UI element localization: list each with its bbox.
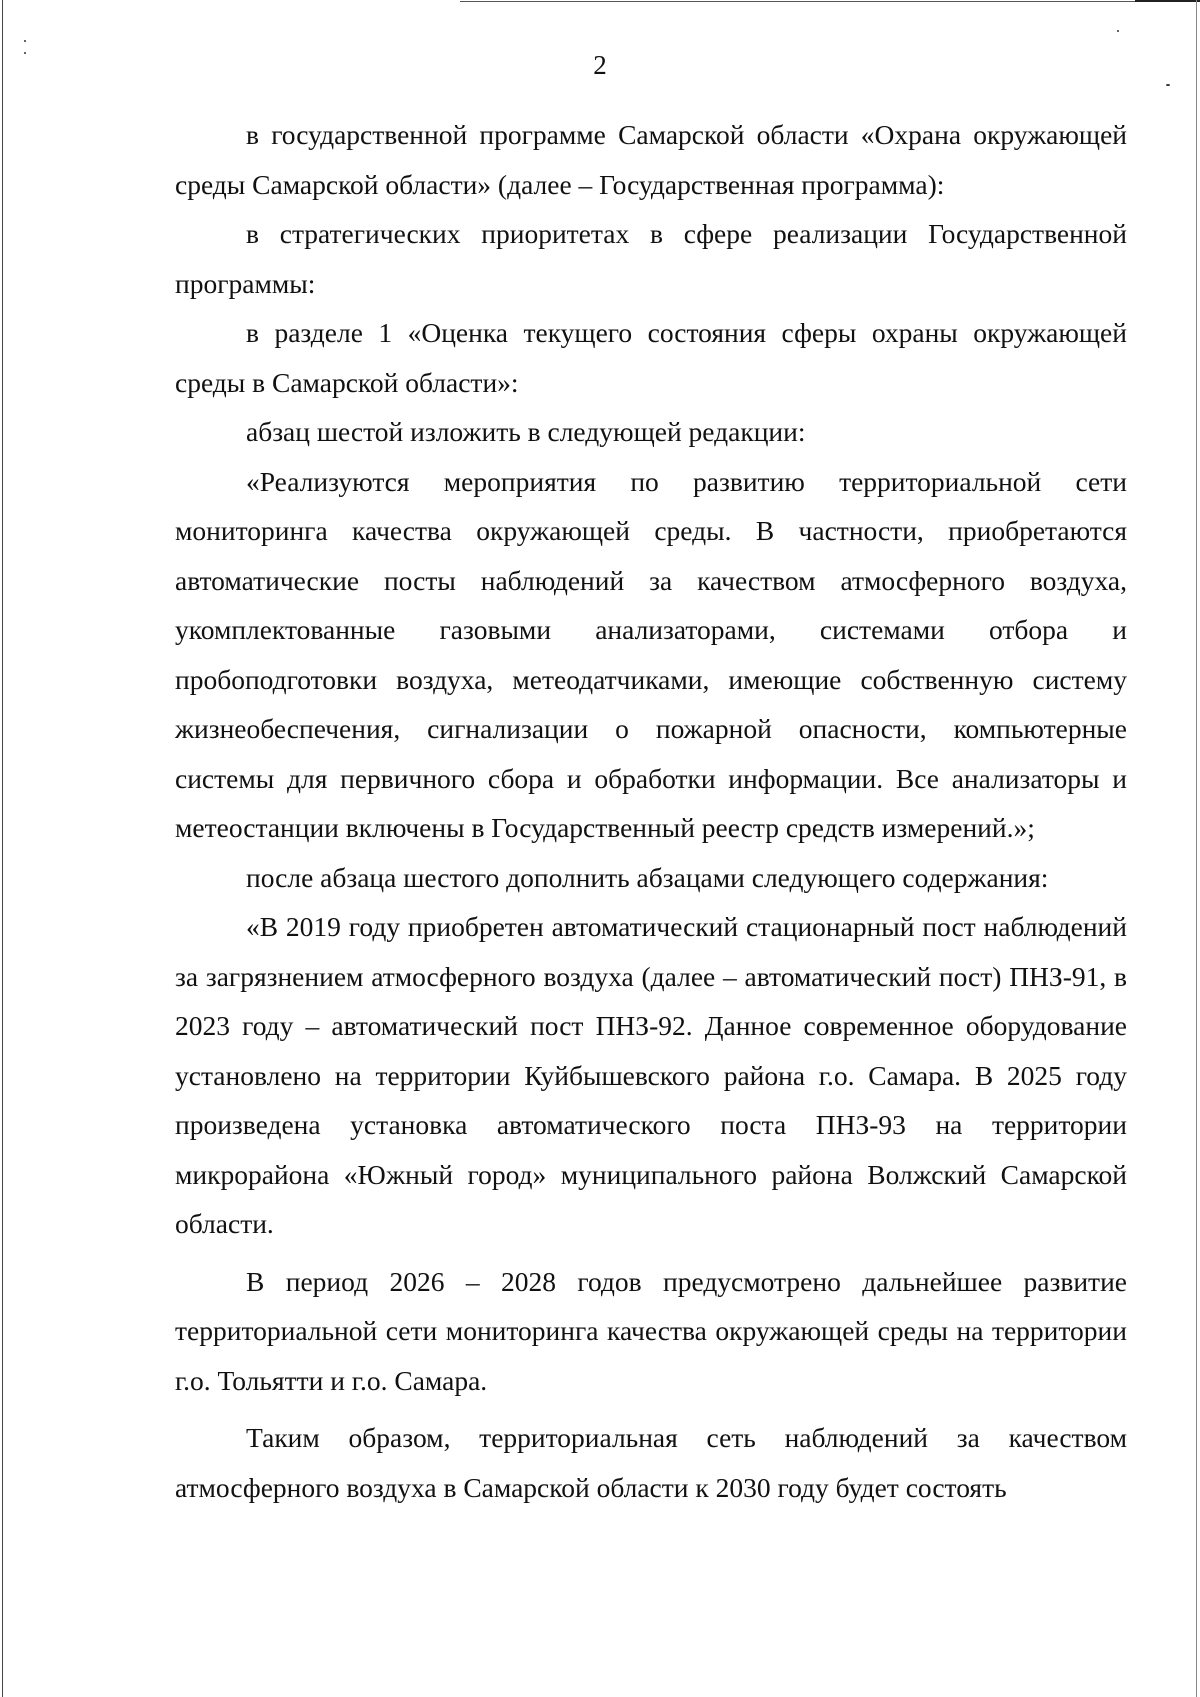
scan-speck	[1166, 84, 1170, 86]
paragraph: в разделе 1 «Оценка текущего состояния сферы охраны окружающей среды в Самарской области»:	[175, 317, 1127, 398]
document-body	[175, 110, 1127, 1512]
scan-speck	[24, 40, 26, 42]
paragraph: «Реализуются мероприятия по развитию территориальной сети мониторинга качества окружающей среды. В частности, приобретаются автоматические посты наблюдений за качеством атмосферного воздуха, укомплектованные газовыми анализаторами, системами отбора и пробоподготовки воздуха, метеодатчиками, имеющие собственную систему жизнеобеспечения, сигнализации о пожарной опасности, компьютерные системы для первичного сбора и обработки информации. Все анализаторы и метеостанции включены в Государственный реестр средств измерений.»;	[175, 465, 1127, 843]
paragraph: в стратегических приоритетах в сфере реализации Государственной программы:	[175, 218, 1127, 299]
scan-edge-right	[1196, 0, 1197, 1697]
paragraph: абзац шестой изложить в следующей редакции:	[246, 416, 806, 447]
paragraph: В период 2026 – 2028 годов предусмотрено дальнейшее развитие территориальной сети мониторинга качества окружающей среды на территории г.о. Тольятти и г.о. Самара.	[175, 1265, 1127, 1396]
paragraph: «В 2019 году приобретен автоматический стационарный пост наблюдений за загрязнением атмосферного воздуха (далее – автоматический пост) ПНЗ-91, в 2023 году – автоматический пост ПНЗ-92. Данное современное оборудование установлено на территории Куйбышевского района г.о. Самара. В 2025 году произведена установка автоматического поста ПНЗ-93 на территории микрорайона «Южный город» муниципального района Волжский Самарской области.	[175, 911, 1127, 1239]
scan-edge-top-dark	[1135, 0, 1200, 2]
paragraph: в государственной программе Самарской области «Охрана окружающей среды Самарской области» (далее – Государственная программа):	[175, 119, 1127, 200]
scan-edge-top	[460, 1, 1200, 2]
scan-edge-left	[2, 0, 3, 1697]
paragraph: Таким образом, территориальная сеть наблюдений за качеством атмосферного воздуха в Самарской области к 2030 году будет состоять	[175, 1422, 1127, 1503]
paragraph: после абзаца шестого дополнить абзацами следующего содержания:	[246, 861, 1049, 893]
scan-speck	[1117, 30, 1119, 32]
page-number: 2	[593, 50, 607, 80]
